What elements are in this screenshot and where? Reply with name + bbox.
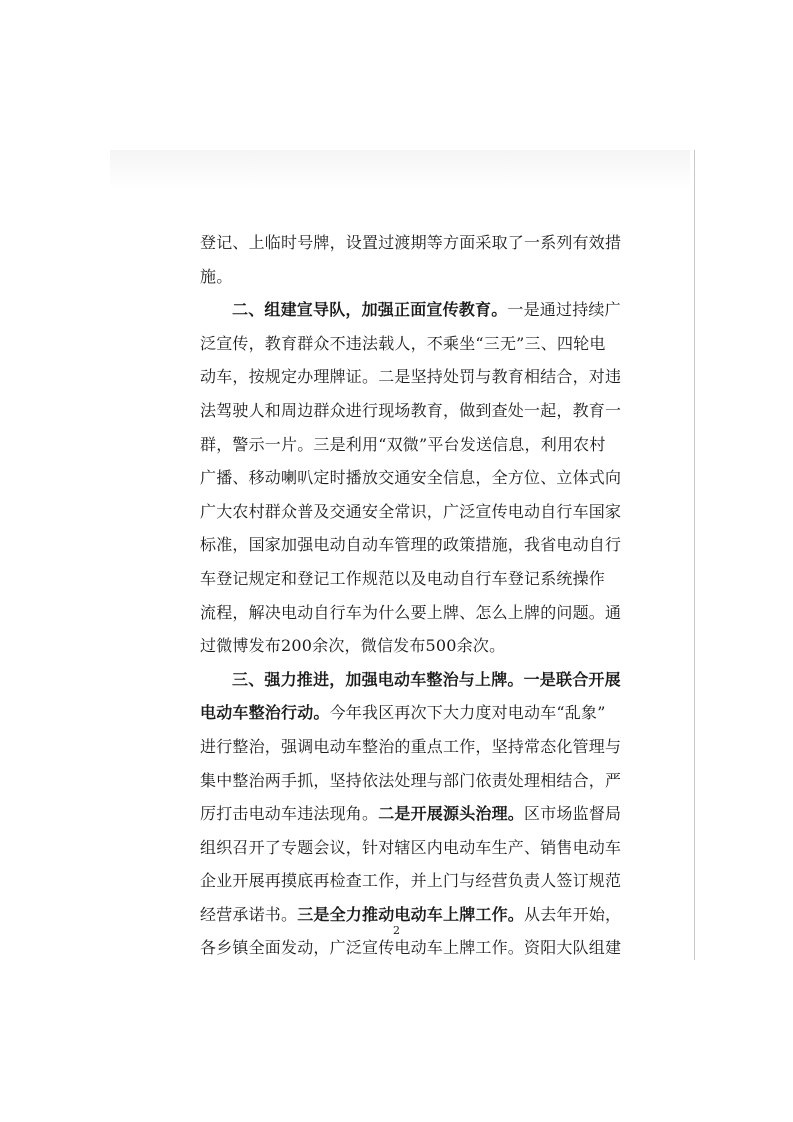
body-line: 各乡镇全面发动，广泛宣传电动车上牌工作。资阳大队组建 [200,938,622,958]
body-line: 泛宣传，教育群众不违法载人，不乘坐“三无”三、四轮电 [200,333,606,353]
body-line [200,696,605,730]
body-text: 一是通过持续广 [507,300,621,320]
page-edge [694,150,695,960]
section-heading-line [200,663,621,697]
section-heading-line [200,293,621,327]
body-text: 厉打击电动车违法现角。 [200,804,379,824]
bold-phrase: 电动车整治行动。 [200,703,330,723]
section-heading: 三、强力推进，加强电动车整治与上牌。 [232,669,524,689]
body-line [200,797,622,831]
bold-phrase: 三是全力推动电动车上牌工作。 [297,904,525,924]
body-line: 企业开展再摸底再检查工作，并上门与经营负责人签订规范 [200,871,622,891]
body-text: 今年我区再次下大力度对电动车“乱象” [329,703,606,723]
body-line: 法驾驶人和周边群众进行现场教育，做到查处一起，教育一 [200,400,622,420]
body-text: 区市场监督局 [524,804,622,824]
bold-phrase: 二是开展源头治理。 [378,804,525,824]
body-line: 组织召开了专题会议，针对辖区内电动车生产、销售电动车 [200,837,622,857]
body-line: 广播、移动喇叭定时播放交通安全信息，全方位、立体式向 [200,468,622,488]
body-line: 标准，国家加强电动自动车管理的政策措施，我省电动自行 [200,535,622,555]
body-line: 动车，按规定办理牌证。二是坚持处罚与教育相结合，对违 [200,367,622,387]
document-body [200,226,622,965]
scan-shadow [110,150,690,190]
body-text: 从去年开始， [524,904,622,924]
body-line: 流程，解决电动自行车为什么要上牌、怎么上牌的问题。通 [200,602,622,622]
section-heading: 二、组建宣导队，加强正面宣传教育。 [232,300,508,320]
body-line: 施。 [200,266,233,286]
body-line: 车登记规定和登记工作规范以及电动自行车登记系统操作 [200,568,606,588]
body-line: 登记、上临时号牌，设置过渡期等方面采取了一系列有效措 [200,233,622,252]
body-line: 群，警示一片。三是利用“双微”平台发送信息，利用农村 [200,434,606,454]
body-line: 集中整治两手抓，坚持依法处理与部门依责处理相结合，严 [200,770,622,790]
body-text: 经营承诺书。 [200,904,298,924]
page-number: 2 [393,924,400,937]
bold-phrase: 一是联合开展 [523,669,621,689]
body-line: 进行整治，强调电动车整治的重点工作，坚持常态化管理与 [200,736,622,756]
body-line: 过微博发布200余次，微信发布500余次。 [200,636,506,656]
body-line: 广大农村群众普及交通安全常识，广泛宣传电动自行车国家 [200,501,622,521]
